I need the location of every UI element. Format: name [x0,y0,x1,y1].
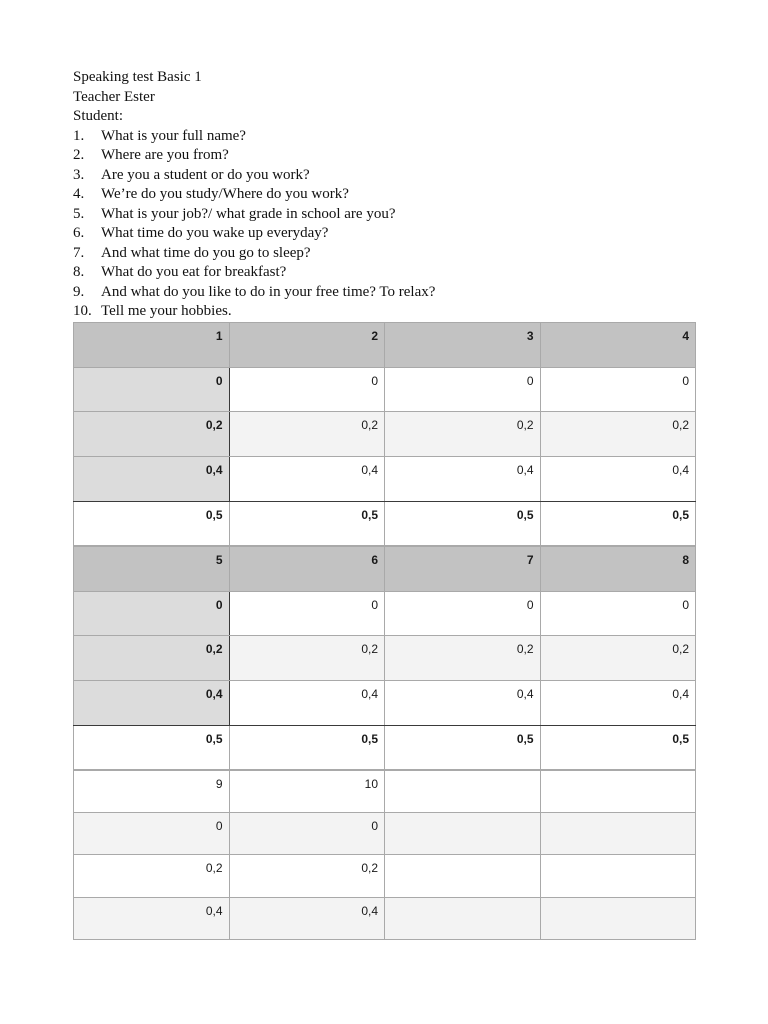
question-item [73,263,713,283]
question-text: Are you a student or do you work? [101,166,310,183]
score-cell: 0,2 [229,412,385,457]
score-cell: 0,2 [540,636,696,681]
question-number: 1. [73,127,85,144]
question-item [73,185,713,205]
question-item [73,302,713,322]
question-text: What is your job?/ what grade in school are you? [101,205,396,222]
question-item [73,127,713,147]
score-cell: 0,5 [385,725,541,770]
question-text: What do you eat for breakfast? [101,264,287,280]
question-item [73,205,713,225]
question-number: 2. [73,147,85,163]
score-cell: 0,2 [385,412,541,457]
score-cell: 0 [74,367,230,412]
question-text: And what time do you go to sleep? [101,244,311,261]
score-row [74,457,696,502]
score-cell: 0,5 [540,501,696,546]
score-row [74,813,696,855]
score-cell: 0,5 [74,725,230,770]
question-number: 8. [73,264,85,280]
score-cell: 0 [229,591,385,636]
question-item [73,244,713,264]
question-number: 3. [73,166,85,183]
question-number: 7. [73,244,85,261]
score-row [74,412,696,457]
student-label: Student: [73,108,124,124]
score-cell [385,813,541,855]
question-item [73,146,713,166]
score-cell: 0,4 [229,897,385,939]
score-cell: 0,2 [229,855,385,897]
score-grid-questions-1-4 [73,322,696,546]
header-cell: 8 [540,547,696,592]
score-cell [385,855,541,897]
question-item [73,283,713,303]
score-cell: 0,4 [540,681,696,726]
score-cell: 0 [229,813,385,855]
score-row [74,636,696,681]
score-cell: 0 [385,367,541,412]
score-grid-questions-5-8 [73,546,696,770]
header-cell: 9 [74,771,230,813]
score-cell: 0 [74,813,230,855]
score-cell: 0,2 [74,636,230,681]
score-cell: 0,4 [385,457,541,502]
question-number: 5. [73,205,85,222]
score-cell: 0,5 [540,725,696,770]
header-cell: 7 [385,547,541,592]
score-cell: 0,4 [74,897,230,939]
score-cell [540,855,696,897]
score-cell: 0 [540,591,696,636]
grid-header-row [74,323,696,368]
teacher-name: Teacher Ester [73,88,155,105]
score-cell [540,897,696,939]
question-number: 4. [73,186,85,202]
grid-header-row [74,771,696,813]
question-item [73,166,713,186]
score-cell: 0,4 [385,681,541,726]
question-number: 6. [73,225,85,241]
score-cell [540,813,696,855]
score-cell: 0,5 [385,501,541,546]
header-cell: 4 [540,323,696,368]
score-row [74,855,696,897]
header-cell: 1 [74,323,230,368]
score-cell: 0 [385,591,541,636]
score-cell: 0 [540,367,696,412]
score-cell: 0 [229,367,385,412]
score-cell: 0,2 [540,412,696,457]
question-number: 9. [73,283,85,300]
score-cell: 0,4 [74,457,230,502]
score-cell: 0,4 [229,681,385,726]
score-cell: 0,2 [229,636,385,681]
score-row [74,897,696,939]
score-cell: 0,4 [74,681,230,726]
question-text: We’re do you study/Where do you work? [101,186,349,202]
grid-header-row [74,547,696,592]
score-cell: 0,5 [229,501,385,546]
header-cell: 5 [74,547,230,592]
question-item [73,224,713,244]
score-cell: 0 [74,591,230,636]
question-number: 10. [73,303,92,319]
score-row [74,591,696,636]
header-cell [540,771,696,813]
question-text: Tell me your hobbies. [101,303,232,319]
question-text: What time do you wake up everyday? [101,225,329,241]
question-text: What is your full name? [101,127,246,144]
header-cell: 10 [229,771,385,813]
test-title: Speaking test Basic 1 [73,69,202,85]
question-text: Where are you from? [101,147,229,163]
score-cell [385,897,541,939]
score-cell: 0,2 [385,636,541,681]
score-total-row [74,725,696,770]
test-header [73,68,713,322]
score-total-row [74,501,696,546]
score-cell: 0,2 [74,855,230,897]
score-row [74,367,696,412]
score-cell: 0,5 [229,725,385,770]
score-cell: 0,4 [229,457,385,502]
score-cell: 0,5 [74,501,230,546]
score-cell: 0,2 [74,412,230,457]
score-grid-questions-9-10 [73,770,696,940]
header-cell [385,771,541,813]
question-text: And what do you like to do in your free time? To relax? [101,283,436,300]
question-list [73,127,713,322]
header-cell: 6 [229,547,385,592]
header-cell: 2 [229,323,385,368]
score-row [74,681,696,726]
header-cell: 3 [385,323,541,368]
score-cell: 0,4 [540,457,696,502]
